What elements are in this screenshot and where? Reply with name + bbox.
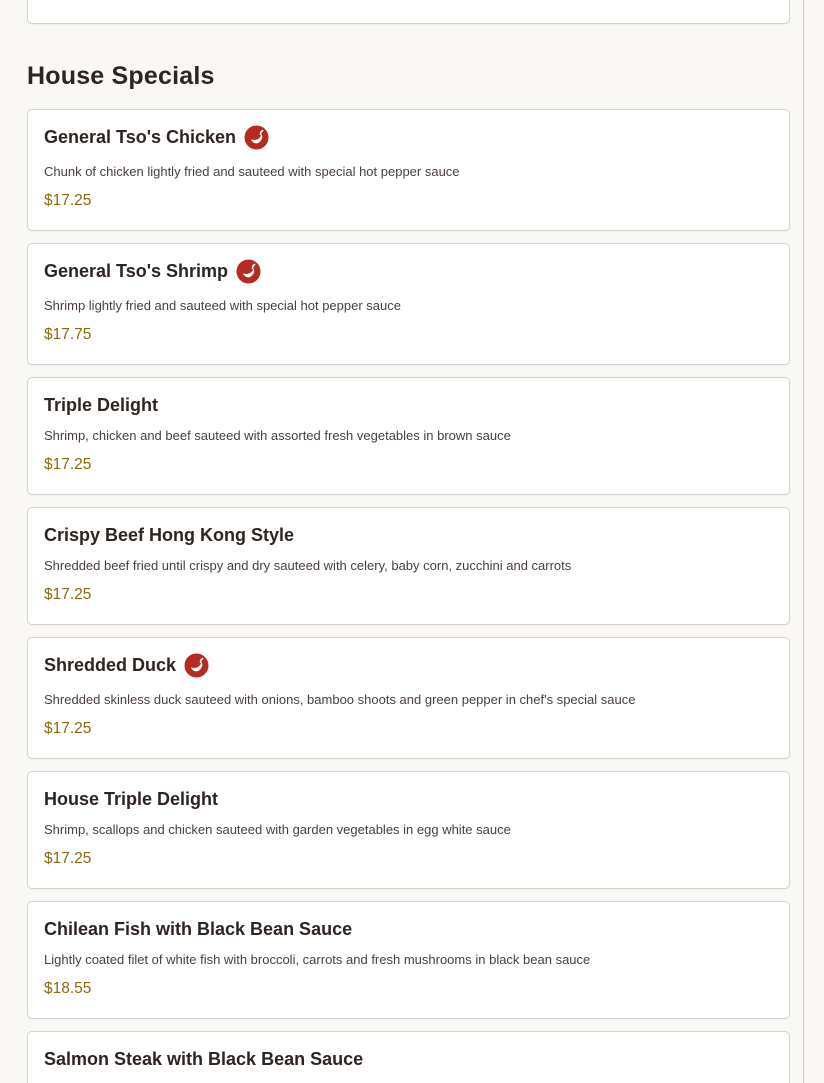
menu-item-name: Triple Delight bbox=[44, 394, 159, 415]
menu-item-name: Crispy Beef Hong Kong Style bbox=[44, 524, 295, 545]
menu-item-description: Shredded beef fried until crispy and dry sauteed with celery, baby corn, zucchini and carrots bbox=[44, 558, 572, 573]
menu-item-header bbox=[44, 1045, 363, 1073]
menu-item-price: $17.25 bbox=[44, 850, 92, 867]
menu-item-card[interactable] bbox=[27, 243, 790, 365]
chili-pepper-icon bbox=[184, 653, 209, 678]
menu-item-name: General Tso's Chicken bbox=[44, 126, 237, 147]
menu-item-card[interactable] bbox=[27, 901, 790, 1019]
menu-item-name: Shredded Duck bbox=[44, 654, 177, 675]
menu-item-card[interactable] bbox=[27, 1031, 790, 1083]
menu-item-price: $17.25 bbox=[44, 720, 92, 737]
menu-item-header bbox=[44, 785, 218, 813]
menu-item-description: Lightly coated filet of white fish with broccoli, carrots and fresh mushrooms in black bean sauce bbox=[44, 952, 591, 967]
menu-item-name: General Tso's Shrimp bbox=[44, 260, 228, 281]
menu-item-price: $17.25 bbox=[44, 456, 92, 473]
menu-item-card[interactable] bbox=[27, 771, 790, 889]
menu-item-header bbox=[44, 257, 261, 285]
menu-item-header bbox=[44, 521, 294, 549]
menu-item-description: Shrimp lightly fried and sauteed with special hot pepper sauce bbox=[44, 298, 401, 313]
menu-item-description: Shrimp, chicken and beef sauteed with assorted fresh vegetables in brown sauce bbox=[44, 428, 511, 443]
chili-pepper-icon bbox=[244, 125, 269, 150]
menu-item-card[interactable] bbox=[27, 507, 790, 625]
previous-menu-item-card[interactable] bbox=[27, 0, 790, 24]
menu-item-header bbox=[44, 651, 209, 679]
menu-item-name: House Triple Delight bbox=[44, 788, 219, 809]
menu-item-card[interactable] bbox=[27, 637, 790, 759]
menu-item-price: $18.55 bbox=[44, 980, 92, 997]
scroll-container-edge bbox=[803, 0, 804, 1083]
menu-item-price: $17.75 bbox=[44, 326, 92, 343]
menu-item-header bbox=[44, 123, 269, 151]
menu-item-card[interactable] bbox=[27, 109, 790, 231]
menu-item-header bbox=[44, 915, 352, 943]
menu-item-name: Salmon Steak with Black Bean Sauce bbox=[44, 1048, 364, 1069]
menu-item-name: Chilean Fish with Black Bean Sauce bbox=[44, 918, 353, 939]
menu-item-description: Chunk of chicken lightly fried and sauteed with special hot pepper sauce bbox=[44, 164, 460, 179]
menu-item-price: $17.25 bbox=[44, 192, 92, 209]
menu-item-description: Shrimp, scallops and chicken sauteed with garden vegetables in egg white sauce bbox=[44, 822, 511, 837]
menu-item-price: $17.25 bbox=[44, 586, 92, 603]
chili-pepper-icon bbox=[236, 259, 261, 284]
menu-item-card[interactable] bbox=[27, 377, 790, 495]
menu-item-header bbox=[44, 391, 158, 419]
menu-item-description: Shredded skinless duck sauteed with onions, bamboo shoots and green pepper in chef's special sauce bbox=[44, 692, 636, 707]
section-title: House Specials bbox=[27, 62, 215, 90]
